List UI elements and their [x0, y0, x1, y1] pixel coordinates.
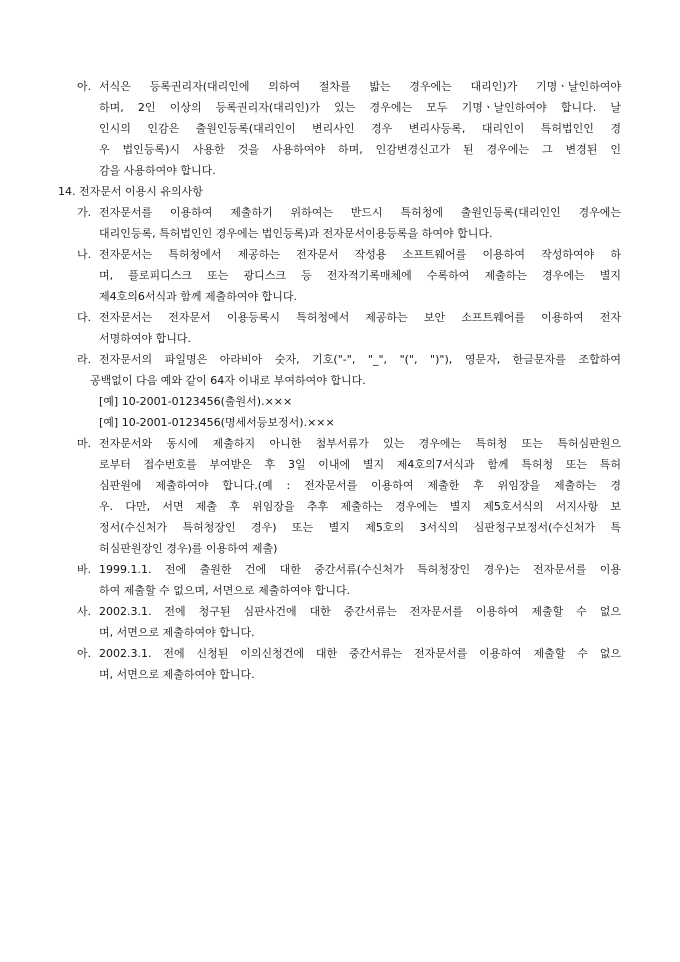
paragraph-line: 전자문서의 파일명은 아라비아 숫자, 기호("-", "_", "(", ")"), 영문자, 한글문자를 조합하여: [99, 353, 621, 366]
paragraph-line: 며, 서면으로 제출하여야 합니다.: [99, 626, 255, 639]
paragraph-line: 전자문서를 이용하여 제출하기 위하여는 반드시 특허청에 출원인등록(대리인인 경우에는: [99, 206, 621, 219]
paragraph-line: 심판원에 제출하여야 합니다.(예 : 전자문서를 이용하여 제출한 후 위임장을 제출하는 경: [99, 479, 621, 492]
item-label: 라.: [77, 353, 92, 366]
paragraph-line: 며, 서면으로 제출하여야 합니다.: [99, 668, 255, 681]
paragraph-line: 하여 제출할 수 없으며, 서면으로 제출하여야 합니다.: [99, 584, 351, 597]
section-heading: 14. 전자문서 이용시 유의사항: [58, 185, 203, 198]
paragraph-line: 하며, 2인 이상의 등록권리자(대리인)가 있는 경우에는 모두 기명ㆍ날인하여야 합니다. 날: [99, 101, 621, 114]
paragraph-line: 로부터 접수번호를 부여받은 후 3일 이내에 별지 제4호의7서식과 함께 특허청 또는 특허: [99, 458, 621, 471]
paragraph-line: 2002.3.1. 전에 청구된 심판사건에 대한 중간서류는 전자문서를 이용하여 제출할 수 없으: [99, 605, 621, 618]
paragraph-line: 우. 다만, 서면 제출 후 위임장을 추후 제출하는 경우에는 별지 제5호서식의 서지사항 보: [99, 500, 621, 513]
paragraph-line: 전자문서는 전자문서 이용등록시 특허청에서 제공하는 보안 소프트웨어를 이용하여 전자: [99, 311, 621, 324]
paragraph-line: 1999.1.1. 전에 출원한 건에 대한 중간서류(수신처가 특허청장인 경우)는 전자문서를 이용: [99, 563, 621, 576]
paragraph-line: 우 법인등록)시 사용한 것을 사용하여야 하며, 인감변경신고가 된 경우에는 그 변경된 인: [99, 143, 621, 156]
item-label: 사.: [77, 605, 92, 618]
item-label: 아.: [77, 80, 92, 93]
paragraph-line: 며, 플로피디스크 또는 광디스크 등 전자적기록매체에 수록하여 제출하는 경우에는 별지: [99, 269, 621, 282]
item-label: 바.: [77, 563, 92, 576]
item-label: 나.: [77, 248, 92, 261]
item-label: 아.: [77, 647, 92, 660]
item-label: 다.: [77, 311, 92, 324]
paragraph-line: 허심판원장인 경우)를 이용하여 제출): [99, 542, 278, 555]
paragraph-line: 정서(수신처가 특허청장인 경우) 또는 별지 제5호의 3서식의 심판청구보정서(수신처가 특: [99, 521, 621, 534]
paragraph-line: 인시의 인감은 출원인등록(대리인이 변리사인 경우 변리사등록, 대리인이 특허법인인 경: [99, 122, 621, 135]
paragraph-line: 서명하여야 합니다.: [99, 332, 192, 345]
paragraph-line: 2002.3.1. 전에 신청된 이의신청건에 대한 중간서류는 전자문서를 이용하여 제출할 수 없으: [99, 647, 621, 660]
item-label: 마.: [77, 437, 92, 450]
paragraph-line: 대리인등록, 특허법인인 경우에는 법인등록)과 전자문서이용등록을 하여야 합니다.: [99, 227, 493, 240]
paragraph-line: 감을 사용하여야 합니다.: [99, 164, 216, 177]
paragraph-line: 서식은 등록권리자(대리인에 의하여 절차를 밟는 경우에는 대리인)가 기명ㆍ날인하여야: [99, 80, 621, 93]
item-label: 가.: [77, 206, 92, 219]
example-line: [예] 10-2001-0123456(명세서등보정서).×××: [99, 416, 335, 429]
paragraph-line: 전자문서는 특허청에서 제공하는 전자문서 작성용 소프트웨어를 이용하여 작성하여야 하: [99, 248, 621, 261]
paragraph-line: 제4호의6서식과 함께 제출하여야 합니다.: [99, 290, 297, 303]
paragraph-line: 공백없이 다음 예와 같이 64자 이내로 부여하여야 합니다.: [90, 374, 366, 387]
paragraph-line: 전자문서와 동시에 제출하지 아니한 첨부서류가 있는 경우에는 특허청 또는 특허심판원으: [99, 437, 621, 450]
example-line: [예] 10-2001-0123456(출원서).×××: [99, 395, 293, 408]
